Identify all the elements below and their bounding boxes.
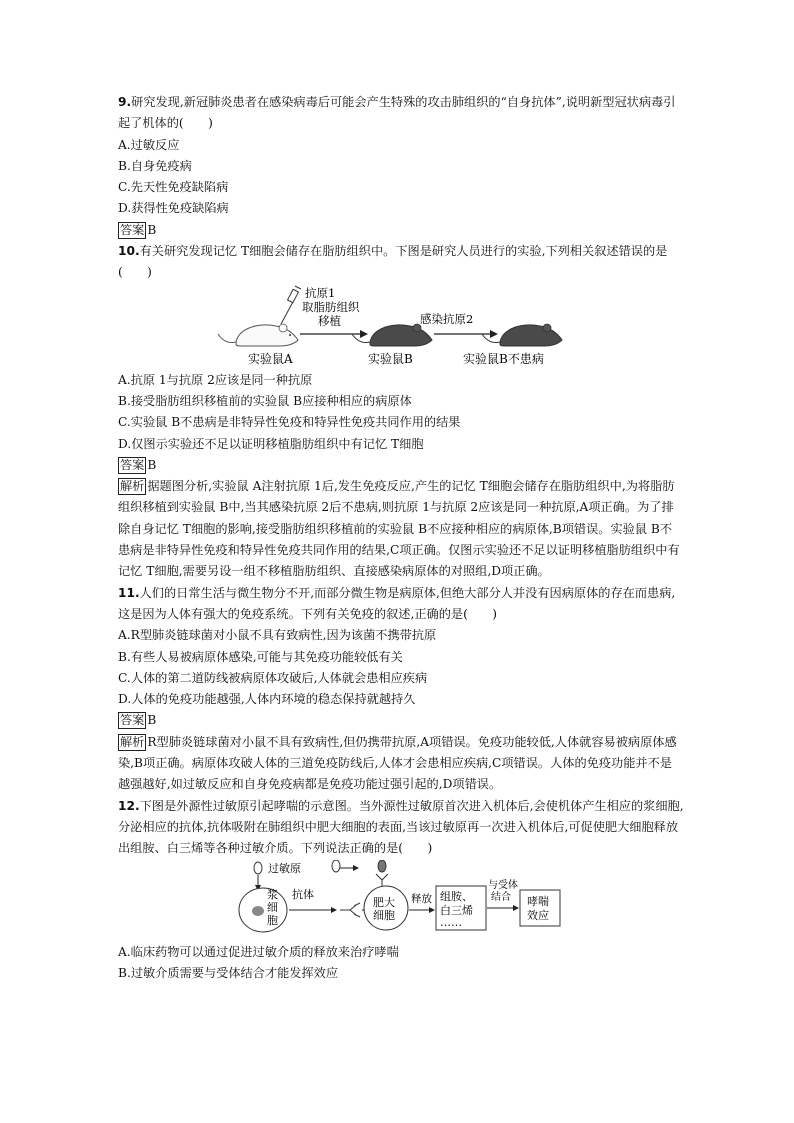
antigen1-label: 抗原1 xyxy=(305,285,336,300)
answer-line xyxy=(118,710,684,731)
mediator-label: 组胺、 xyxy=(440,889,473,903)
allergy-mechanism-figure xyxy=(118,860,684,942)
effect-label: 哮喘 xyxy=(527,894,549,908)
question-number: 11. xyxy=(118,585,140,600)
mast-cell-label: 肥大 xyxy=(373,895,395,909)
question-text: 有关研究发现记忆 T细胞会储存在脂肪组织中。下图是研究人员进行的实验,下列相关叙述错误的是( ) xyxy=(118,244,668,280)
mouse-a-icon xyxy=(218,324,298,346)
answer-line xyxy=(118,220,684,241)
option-a: A.临床药物可以通过促进过敏介质的释放来治疗哮喘 xyxy=(118,944,399,959)
antibody-icon xyxy=(340,903,360,917)
transfer-label: 取脂肪组织 xyxy=(302,299,360,314)
question-text: 研究发现,新冠肺炎患者在感染病毒后可能会产生特殊的攻击肺组织的“自身抗体”,说明新型冠状病毒引起了机体的( ) xyxy=(118,95,676,131)
nucleus-icon xyxy=(252,906,264,916)
release-label: 释放 xyxy=(411,892,432,905)
bind-label: 结合 xyxy=(491,891,511,903)
option-a: A.抗原 1与抗原 2应该是同一种抗原 xyxy=(118,372,313,387)
answer-tag: 答案 xyxy=(120,222,145,237)
plasma-cell-label: 浆细胞 xyxy=(267,887,278,927)
question-10-stem xyxy=(118,241,684,284)
transfer-label: 移植 xyxy=(318,313,341,328)
analysis-tag: 解析 xyxy=(120,734,145,749)
answer-tag: 答案 xyxy=(120,713,145,728)
allergen-icon xyxy=(332,860,340,872)
arrow-head xyxy=(490,330,498,338)
option-c: C.实验鼠 B不患病是非特异性免疫和特异性免疫共同作用的结果 xyxy=(118,415,461,430)
question-number: 10. xyxy=(118,244,140,259)
question-number: 9. xyxy=(118,95,132,109)
mast-cell-label: 细胞 xyxy=(373,908,395,922)
answer-line xyxy=(118,455,684,476)
answer-value: B xyxy=(147,457,157,472)
option-b: B.过敏介质需要与受体结合才能发挥效应 xyxy=(118,965,339,980)
question-text: 人们的日常生活与微生物分不开,而部分微生物是病原体,但绝大部分人并没有因病原体的存在而患病,这是因为人体有强大的免疫系统。下列有关免疫的叙述,正确的是( ) xyxy=(118,585,676,621)
effect-label: 效应 xyxy=(527,908,549,922)
mouse-a-label: 实验鼠A xyxy=(248,351,293,366)
allergen-label: 过敏原 xyxy=(268,861,301,875)
syringe-icon xyxy=(281,286,301,324)
mouse-experiment-figure xyxy=(118,284,684,370)
question-number: 12. xyxy=(118,798,140,813)
allergen-icon xyxy=(254,862,262,874)
question-11-stem xyxy=(118,583,684,626)
arrow-head xyxy=(360,330,368,338)
option-a: A.R型肺炎链球菌对小鼠不具有致病性,因为该菌不携带抗原 xyxy=(118,628,437,643)
option-b: B.自身免疫病 xyxy=(118,158,192,173)
antibody-label: 抗体 xyxy=(292,887,314,901)
mouse-b-result-label: 实验鼠B不患病 xyxy=(463,351,544,366)
answer-value: B xyxy=(147,222,157,237)
mouse-experiment-diagram xyxy=(118,284,684,370)
option-d: D.人体的免疫功能越强,人体内环境的稳态保持就越持久 xyxy=(118,692,416,707)
document-page xyxy=(118,92,684,984)
question-9-stem xyxy=(118,92,684,135)
analysis-block xyxy=(118,732,684,796)
analysis-tag: 解析 xyxy=(120,479,145,494)
analysis-block xyxy=(118,476,684,582)
question-12-stem xyxy=(118,796,684,860)
bound-allergen-icon xyxy=(378,860,386,872)
option-c: C.人体的第二道防线被病原体攻破后,人体就会患相应疾病 xyxy=(118,670,428,685)
allergy-diagram xyxy=(118,860,684,942)
answer-tag: 答案 xyxy=(120,457,145,472)
question-text: 下图是外源性过敏原引起哮喘的示意图。当外源性过敏原首次进入机体后,会使机体产生相应的浆细胞,分泌相应的抗体,抗体吸附在肺组织中肥大细胞的表面,当该过敏原再一次进入机体后,可促使肥大细胞释放出组胺、白三烯等各种过敏介质。下列说法正确的是( ) xyxy=(118,798,684,856)
option-a: A.过敏反应 xyxy=(118,137,180,152)
analysis-text: 据题图分析,实验鼠 A注射抗原 1后,发生免疫反应,产生的记忆 T细胞会储存在脂肪组织中,为将脂肪组织移植到实验鼠 B中,当其感染抗原 2后不患病,则抗原 1与抗原 2应该是同一种抗原,A项正确。为了排除自身记忆 T细胞的影响,接受脂肪组织移植前的实验鼠 B不应接种相应的病原体,B项错误。实验鼠 B不患病是非特异性免疫和特异性免疫共同作用的结果,C项正确。仅图示实验还不足以证明移植脂肪组织中有记忆 T细胞,需要另设一组不移植脂肪组织、直接感染病原体的对照组,D项正确。 xyxy=(118,479,680,579)
option-b: B.有些人易被病原体感染,可能与其免疫功能较低有关 xyxy=(118,649,403,664)
option-b: B.接受脂肪组织移植前的实验鼠 B应接种相应的病原体 xyxy=(118,393,412,408)
option-c: C.先天性免疫缺陷病 xyxy=(118,180,229,195)
mediator-label: …… xyxy=(440,915,462,929)
infect-label: 感染抗原2 xyxy=(420,311,474,326)
answer-value: B xyxy=(147,713,157,728)
mediator-label: 白三烯 xyxy=(440,903,473,917)
mouse-b-label: 实验鼠B xyxy=(368,351,413,366)
bind-label: 与受体 xyxy=(488,879,518,891)
option-d: D.获得性免疫缺陷病 xyxy=(118,201,229,216)
option-d: D.仅图示实验还不足以证明移植脂肪组织中有记忆 T细胞 xyxy=(118,436,424,451)
analysis-text: R型肺炎链球菌对小鼠不具有致病性,但仍携带抗原,A项错误。免疫功能较低,人体就容易被病原体感染,B项正确。病原体攻破人体的三道免疫防线后,人体才会患相应疾病,C项错误。人体的免疫功能并不是越强越好,如过敏反应和自身免疫病都是免疫功能过强引起的,D项错误。 xyxy=(118,734,677,792)
